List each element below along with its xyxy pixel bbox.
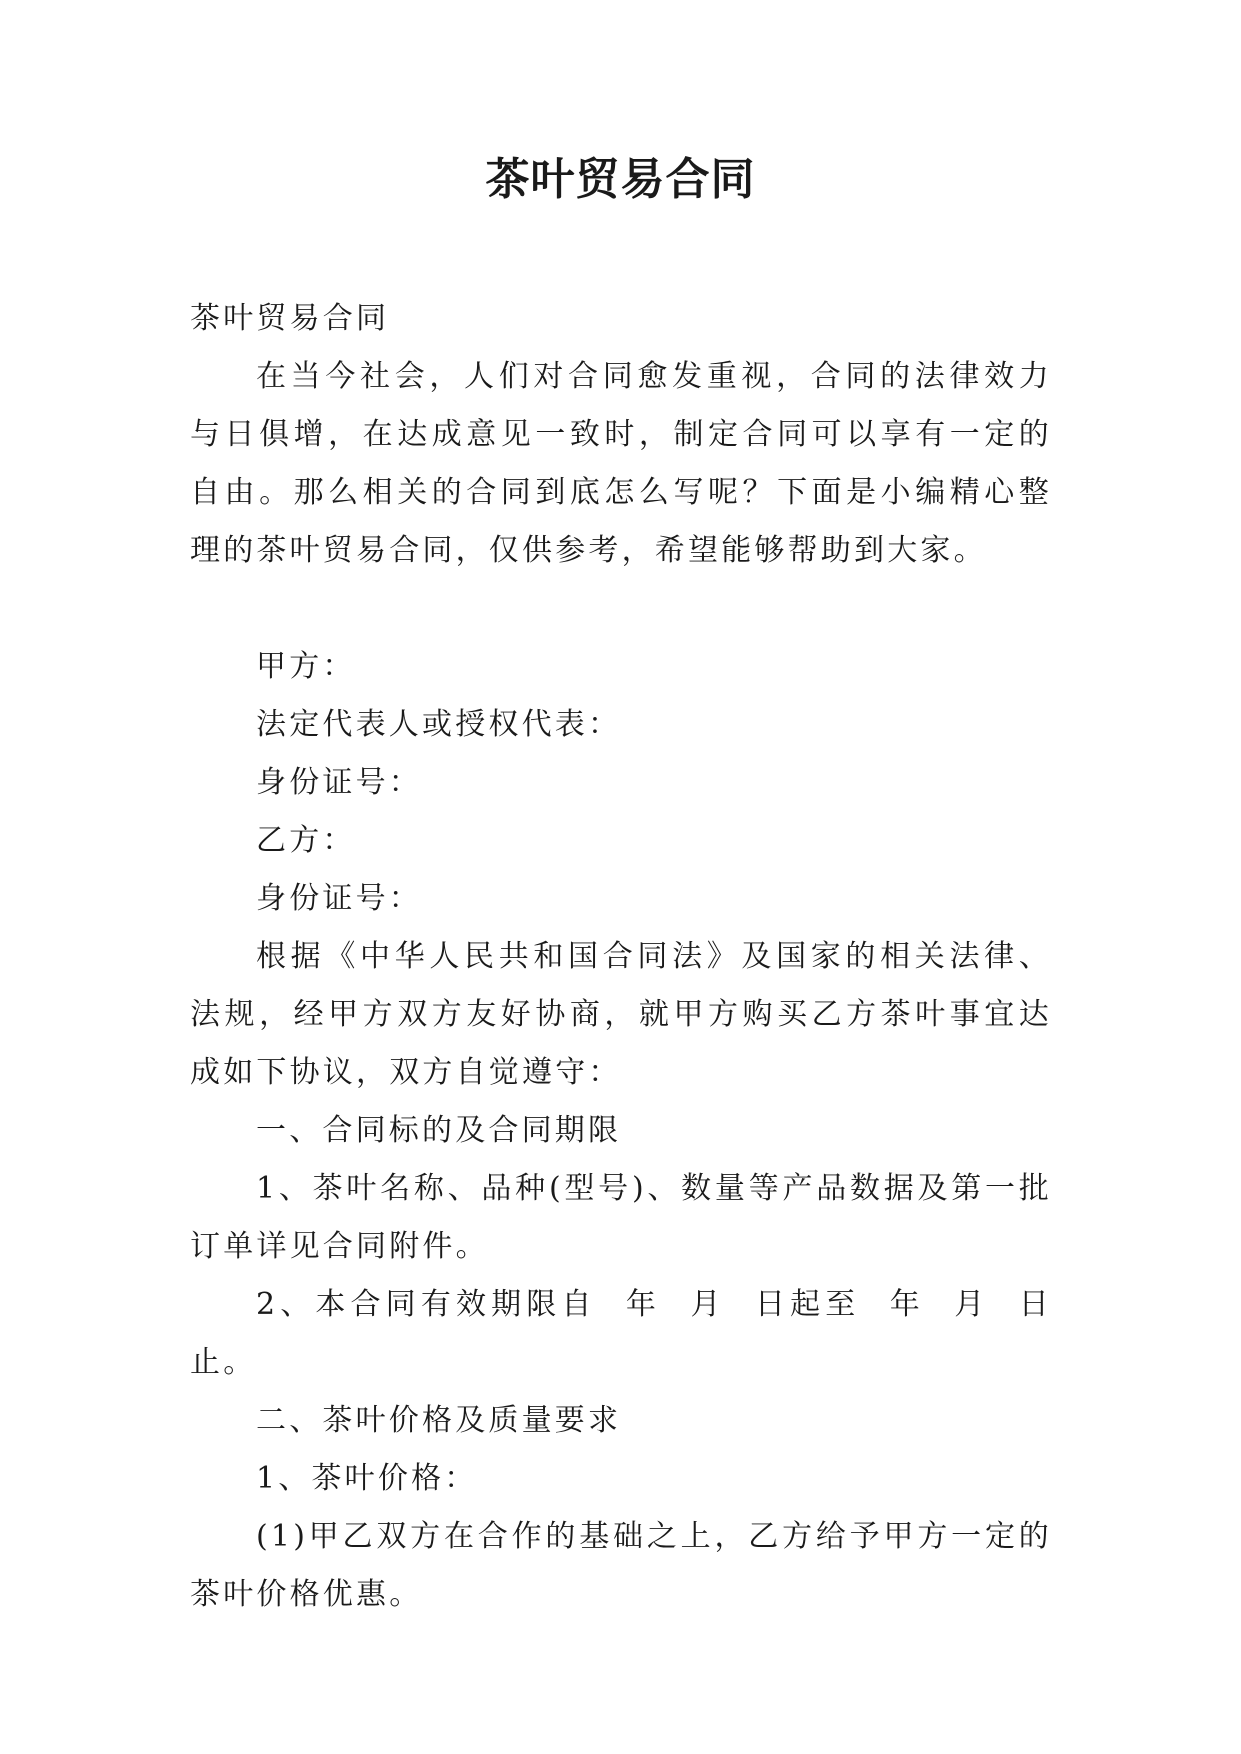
paragraph-gap [190, 580, 1052, 638]
document-subtitle: 茶叶贸易合同 [190, 301, 390, 336]
representative-field: 法定代表人或授权代表： [256, 707, 622, 742]
id-number-a-field: 身份证号： [256, 765, 422, 800]
section-1-title: 一、合同标的及合同期限 [256, 1113, 622, 1148]
document-title: 茶叶贸易合同 [485, 154, 756, 205]
party-b-field: 乙方： [256, 823, 356, 858]
id-number-b-field: 身份证号： [256, 881, 422, 916]
party-a-field: 甲方： [256, 649, 356, 684]
section-1-item-2: 2、本合同有效期限自 年 月 日起至 年 月 日止。 [190, 1287, 1052, 1380]
section-2-item-1-sub-1: (1)甲乙双方在合作的基础之上，乙方给予甲方一定的茶叶价格优惠。 [190, 1519, 1052, 1612]
preamble-paragraph: 根据《中华人民共和国合同法》及国家的相关法律、法规，经甲方双方友好协商，就甲方购买乙方茶叶事宜达成如下协议，双方自觉遵守： [190, 939, 1052, 1090]
intro-paragraph: 在当今社会，人们对合同愈发重视，合同的法律效力与日俱增，在达成意见一致时，制定合同可以享有一定的自由。那么相关的合同到底怎么写呢？下面是小编精心整理的茶叶贸易合同，仅供参考，希望能够帮助到大家。 [190, 359, 1052, 568]
document-body [190, 290, 1052, 1624]
section-1-item-1: 1、茶叶名称、品种(型号)、数量等产品数据及第一批订单详见合同附件。 [190, 1171, 1052, 1264]
section-2-item-1: 1、茶叶价格： [256, 1461, 478, 1496]
section-2-title: 二、茶叶价格及质量要求 [256, 1403, 622, 1438]
